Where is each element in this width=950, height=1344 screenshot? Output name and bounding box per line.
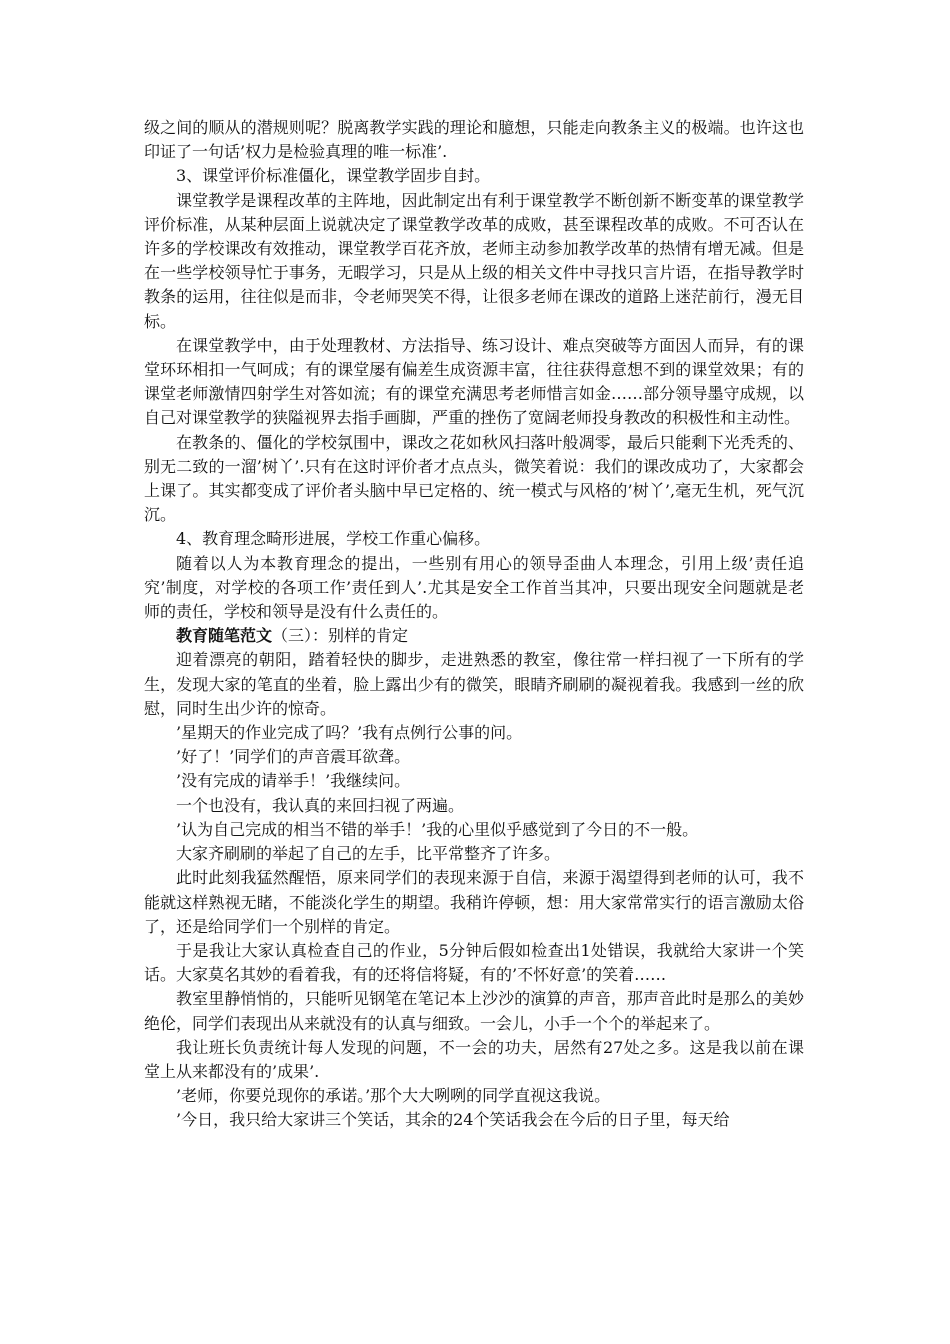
paragraph-4: 在课堂教学中，由于处理教材、方法指导、练习设计、难点突破等方面因人而异，有的课堂环环相扣一气呵成；有的课堂屡有偏差生成资源丰富，往往获得意想不到的课堂效果；有的课堂老师激情四射学生对答如流；有的课堂充满思考老师惜言如金……部分领导墨守成规，以自己对课堂教学的狭隘视界去指手画脚，严重的挫伤了宽阔老师投身教改的积极性和主动性。	[144, 335, 804, 428]
section-heading-subtitle: （三）：别样的肯定	[272, 626, 409, 646]
paragraph-1: 级之间的顺从的潜规则呢？脱离教学实践的理论和臆想，只能走向教条主义的极端。也许这也印证了一句话’权力是检验真理的唯一标准’.	[144, 118, 804, 162]
section-heading-title: 教育随笔范文	[176, 626, 273, 646]
paragraph-12: 一个也没有，我认真的来回扫视了两遍。	[176, 795, 465, 815]
section-heading	[144, 624, 804, 648]
paragraph-17: 教室里静悄悄的，只能听见钢笔在笔记本上沙沙的演算的声音，那声音此时是那么的美妙绝伦，同学们表现出从来就没有的认真与细致。一会儿，小手一个个的举起来了。	[144, 989, 804, 1033]
paragraph-19: ’老师，你要兑现你的承诺。’那个大大咧咧的同学直视这我说。	[176, 1086, 611, 1106]
paragraph-13: ’认为自己完成的相当不错的举手！’我的心里似乎感觉到了今日的不一般。	[176, 819, 699, 839]
paragraph-7: 随着以人为本教育理念的提出，一些别有用心的领导歪曲人本理念，引用上级’责任追究’制度，对学校的各项工作’责任到人’.尤其是安全工作首当其冲，只要出现安全问题就是老师的责任，学校和领导是没有什么责任的。	[144, 553, 804, 622]
paragraph-11: ’没有完成的请举手！’我继续问。	[176, 771, 411, 791]
paragraph-16: 于是我让大家认真检查自己的作业，5分钟后假如检查出1处错误，我就给大家讲一个笑话。大家莫名其妙的看着我，有的还将信将疑，有的’不怀好意’的笑着……	[144, 940, 804, 985]
paragraph-10: ’好了！’同学们的声音震耳欲聋。	[176, 747, 411, 767]
paragraph-5: 在教条的、僵化的学校氛围中，课改之花如秋风扫落叶般凋零，最后只能剩下光秃秃的、别无二致的一溜’树丫’.只有在这时评价者才点点头，微笑着说：我们的课改成功了，大家都会上课了。其实都变成了评价者头脑中早已定格的、统一模式与风格的’树丫’,毫无生机，死气沉沉。	[144, 432, 804, 525]
paragraph-18: 我让班长负责统计每人发现的问题，不一会的功夫，居然有27处之多。这是我以前在课堂上从来都没有的’成果’.	[144, 1037, 804, 1081]
paragraph-15: 此时此刻我猛然醒悟，原来同学们的表现来源于自信，来源于渴望得到老师的认可，我不能就这样熟视无睹，不能淡化学生的期望。我稍许停顿，想：用大家常常实行的语言激励太俗了，还是给同学们一个别样的肯定。	[144, 868, 804, 936]
paragraph-2: 3、课堂评价标准僵化，课堂教学固步自封。	[176, 166, 491, 186]
paragraph-20: ’今日，我只给大家讲三个笑话，其余的24个笑话我会在今后的日子里，每天给	[176, 1110, 730, 1130]
paragraph-3: 课堂教学是课程改革的主阵地，因此制定出有利于课堂教学不断创新不断变革的课堂教学评价标准，从某种层面上说就决定了课堂教学改革的成败，甚至课程改革的成败。不可否认在许多的学校课改有效推动，课堂教学百花齐放，老师主动参加教学改革的热情有增无减。但是在一些学校领导忙于事务，无暇学习，只是从上级的相关文件中寻找只言片语，在指导教学时教条的运用，往往似是而非，令老师哭笑不得，让很多老师在课改的道路上迷茫前行，漫无目标。	[144, 190, 804, 331]
paragraph-9: ’星期天的作业完成了吗？’我有点例行公事的问。	[176, 723, 523, 743]
document-page	[144, 116, 804, 1133]
paragraph-8: 迎着漂亮的朝阳，踏着轻快的脚步，走进熟悉的教室，像往常一样扫视了一下所有的学生，发现大家的笔直的坐着，脸上露出少有的微笑，眼睛齐刷刷的凝视着我。我感到一丝的欣慰，同时生出少许的惊奇。	[144, 650, 804, 718]
paragraph-14: 大家齐刷刷的举起了自己的左手，比平常整齐了许多。	[176, 844, 561, 864]
paragraph-6: 4、教育理念畸形进展，学校工作重心偏移。	[176, 529, 491, 549]
